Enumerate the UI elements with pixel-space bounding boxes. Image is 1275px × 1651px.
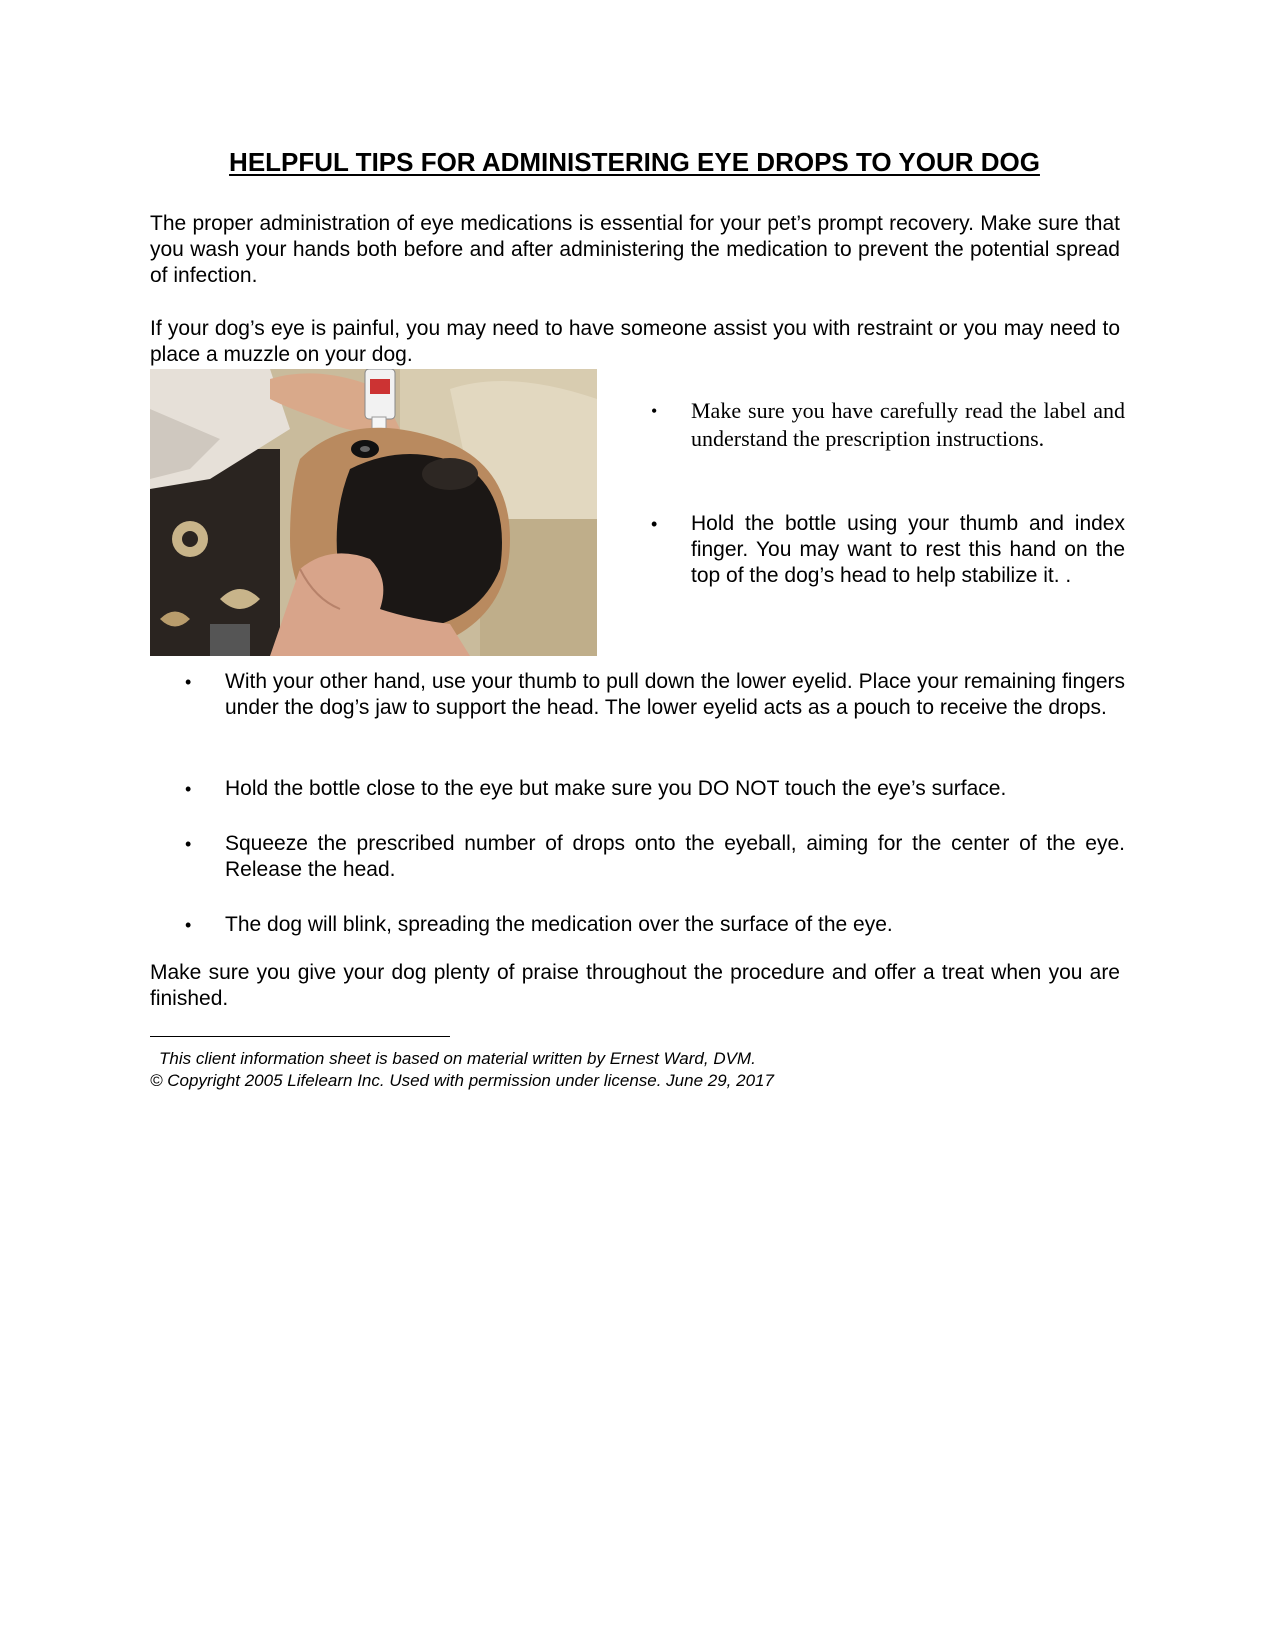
list-item: [651, 397, 1125, 453]
list-item-text: Hold the bottle close to the eye but make sure you DO NOT touch the eye’s surface.: [225, 777, 1007, 800]
list-item-text: The dog will blink, spreading the medication over the surface of the eye.: [225, 913, 893, 936]
bullet-marker: •: [185, 672, 192, 692]
closing-paragraph: Make sure you give your dog plenty of praise throughout the procedure and offer a treat when you are finished.: [150, 961, 1120, 1010]
footnote-divider: [150, 1036, 450, 1037]
footnote-copyright: © Copyright 2005 Lifelearn Inc. Used with permission under license. June 29, 2017: [150, 1071, 774, 1090]
list-item: [185, 912, 1125, 938]
list-item: [651, 511, 1125, 589]
list-item-text: Squeeze the prescribed number of drops onto the eyeball, aiming for the center of the eye. Release the head.: [225, 832, 1125, 881]
list-item-text: With your other hand, use your thumb to pull down the lower eyelid. Place your remaining fingers under the dog’s jaw to support the head. The lower eyelid acts as a pouch to receive the drops.: [225, 670, 1125, 719]
restraint-paragraph: If your dog’s eye is painful, you may need to have someone assist you with restraint or you may need to place a muzzle on your dog.: [150, 317, 1120, 366]
list-item-text: Hold the bottle using your thumb and index finger. You may want to rest this hand on the top of the dog’s head to help stabilize it. .: [691, 512, 1125, 587]
list-item: [185, 831, 1125, 883]
footnote-source: This client information sheet is based on material written by Ernest Ward, DVM.: [159, 1049, 756, 1068]
list-item: [185, 776, 1125, 802]
dog-eye-drops-photo: [150, 369, 597, 656]
bullet-marker: •: [185, 834, 192, 854]
list-item-text: Make sure you have carefully read the label and understand the prescription instructions.: [691, 398, 1125, 451]
list-item: [185, 669, 1125, 721]
bullet-marker: •: [185, 779, 192, 799]
bullet-marker: •: [651, 514, 658, 534]
bullet-marker: •: [185, 915, 192, 935]
page-title: HELPFUL TIPS FOR ADMINISTERING EYE DROPS TO YOUR DOG: [229, 147, 1040, 177]
intro-paragraph: The proper administration of eye medications is essential for your pet’s prompt recovery. Make sure that you wash your hands both before and after administering the medication to prevent the potential spread of infection.: [150, 212, 1120, 287]
bullet-marker: •: [651, 401, 658, 421]
